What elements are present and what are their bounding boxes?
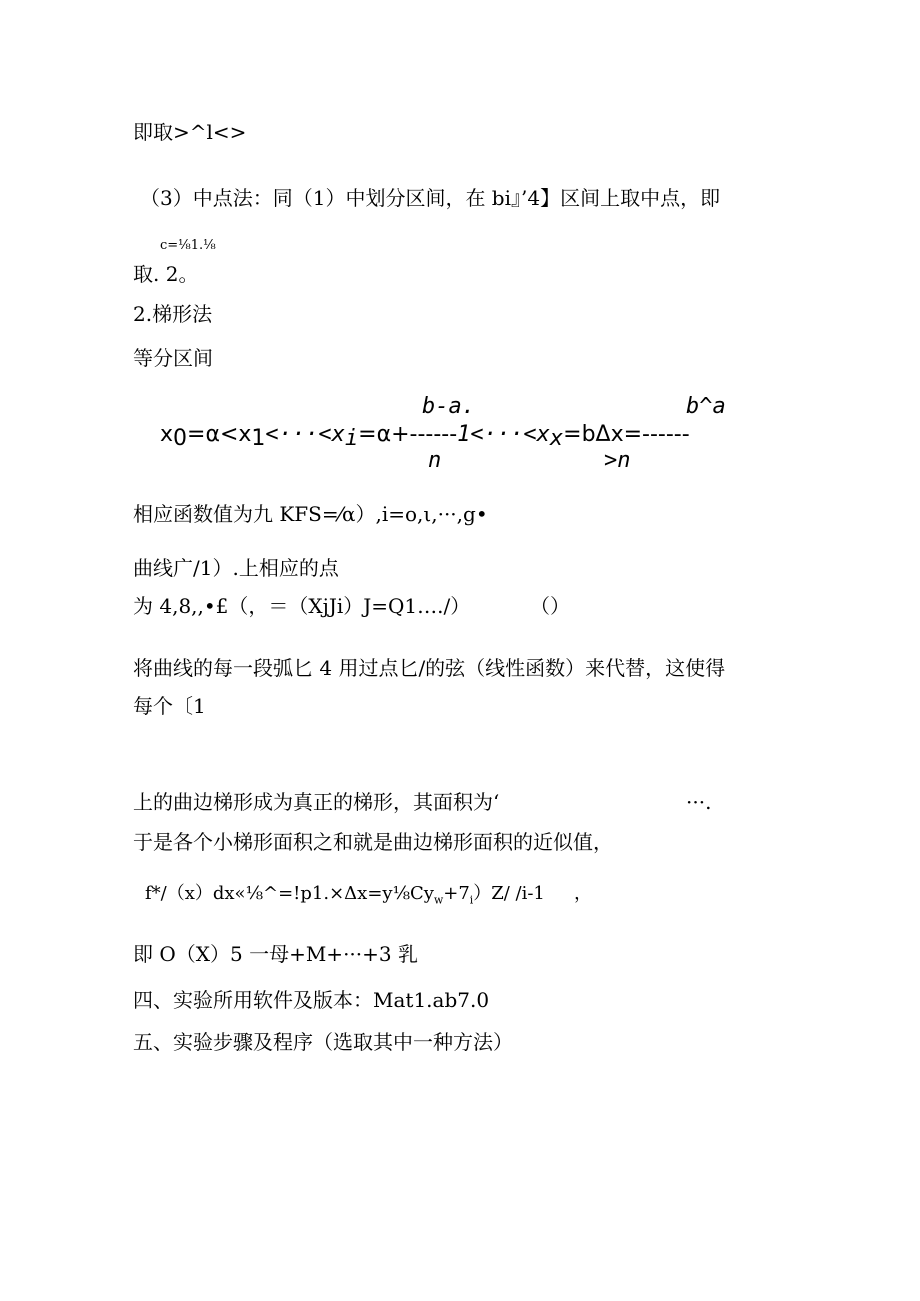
integral-formula-comma: ， bbox=[574, 883, 592, 904]
integral-formula bbox=[145, 882, 545, 913]
text-line-1: 即取>^l<> bbox=[133, 120, 247, 144]
text-line-replace-arc: 将曲线的每一段弧匕 4 用过点匕/的弦（线性函数）来代替，这使得 bbox=[133, 656, 726, 680]
formula-bottom-left: n bbox=[428, 448, 442, 473]
text-line-function-values: 相应函数值为九 KFS=⁄α）,i=o,ι,···,g• bbox=[133, 502, 488, 526]
text-line-area-dots: ···. bbox=[686, 790, 712, 814]
formula-sub-x: x bbox=[549, 426, 564, 452]
formula-fraction-bar-1: ------ bbox=[409, 422, 458, 447]
formula-x: x bbox=[160, 422, 174, 447]
formula-top-right: b^a bbox=[686, 394, 726, 419]
text-line-midpoint-method: （3）中点法：同（1）中划分区间，在 bi』’4】区间上取中点，即 bbox=[140, 186, 721, 210]
integral-formula-c: ）Z/ /i-1 bbox=[473, 883, 545, 904]
formula-bottom-right: >n bbox=[604, 448, 631, 473]
text-line-points-paren: （） bbox=[530, 594, 570, 618]
text-line-approx-result: 即 O（X）5 一母+M+···+3 乳 bbox=[133, 942, 418, 966]
formula-eq-alpha: =α<x bbox=[187, 422, 252, 447]
integral-formula-sub-i: i bbox=[469, 893, 474, 907]
text-line-midpoint-formula: c=⅛1.⅛ bbox=[160, 238, 216, 253]
integral-formula-a: f*/（x）dx«⅛^=!p1.×Δx=y⅛Cy bbox=[145, 883, 434, 904]
heading-experiment-steps: 五、实验步骤及程序（选取其中一种方法） bbox=[133, 1030, 513, 1054]
formula-eq-b-delta: =bΔx=------ bbox=[563, 422, 690, 447]
formula-dots-xi: <···<x bbox=[265, 422, 345, 447]
integral-formula-sub-w: w bbox=[433, 893, 444, 907]
heading-trapezoid-method: 2.梯形法 bbox=[133, 302, 213, 326]
text-line-curved-trapezoid: 上的曲边梯形成为真正的梯形，其面积为‘ bbox=[133, 790, 500, 814]
integral-formula-b: +7 bbox=[443, 883, 470, 904]
heading-software-version: 四、实验所用软件及版本：Mat1.ab7.0 bbox=[133, 988, 490, 1012]
formula-sub-i: i bbox=[344, 426, 359, 452]
text-line-take: 取. 2。 bbox=[133, 262, 199, 286]
text-line-sum-approx: 于是各个小梯形面积之和就是曲边梯形面积的近似值， bbox=[133, 830, 613, 854]
text-line-curve-points: 曲线广/1）.上相应的点 bbox=[133, 556, 339, 580]
formula-sub-0: 0 bbox=[173, 426, 188, 452]
text-line-points-list: 为 4,8,,•£（，＝（XjJi）J=Q1…./） bbox=[133, 594, 471, 618]
formula-one-dots-x: 1<···<x bbox=[457, 422, 550, 447]
text-line-each: 每个〔1 bbox=[133, 694, 206, 718]
formula-main-line bbox=[160, 422, 690, 451]
formula-sub-1: 1 bbox=[251, 426, 266, 452]
formula-top-left: b-a. bbox=[422, 394, 475, 419]
text-line-equal-partition: 等分区间 bbox=[133, 346, 213, 370]
formula-alpha-plus: =α+ bbox=[358, 422, 410, 447]
